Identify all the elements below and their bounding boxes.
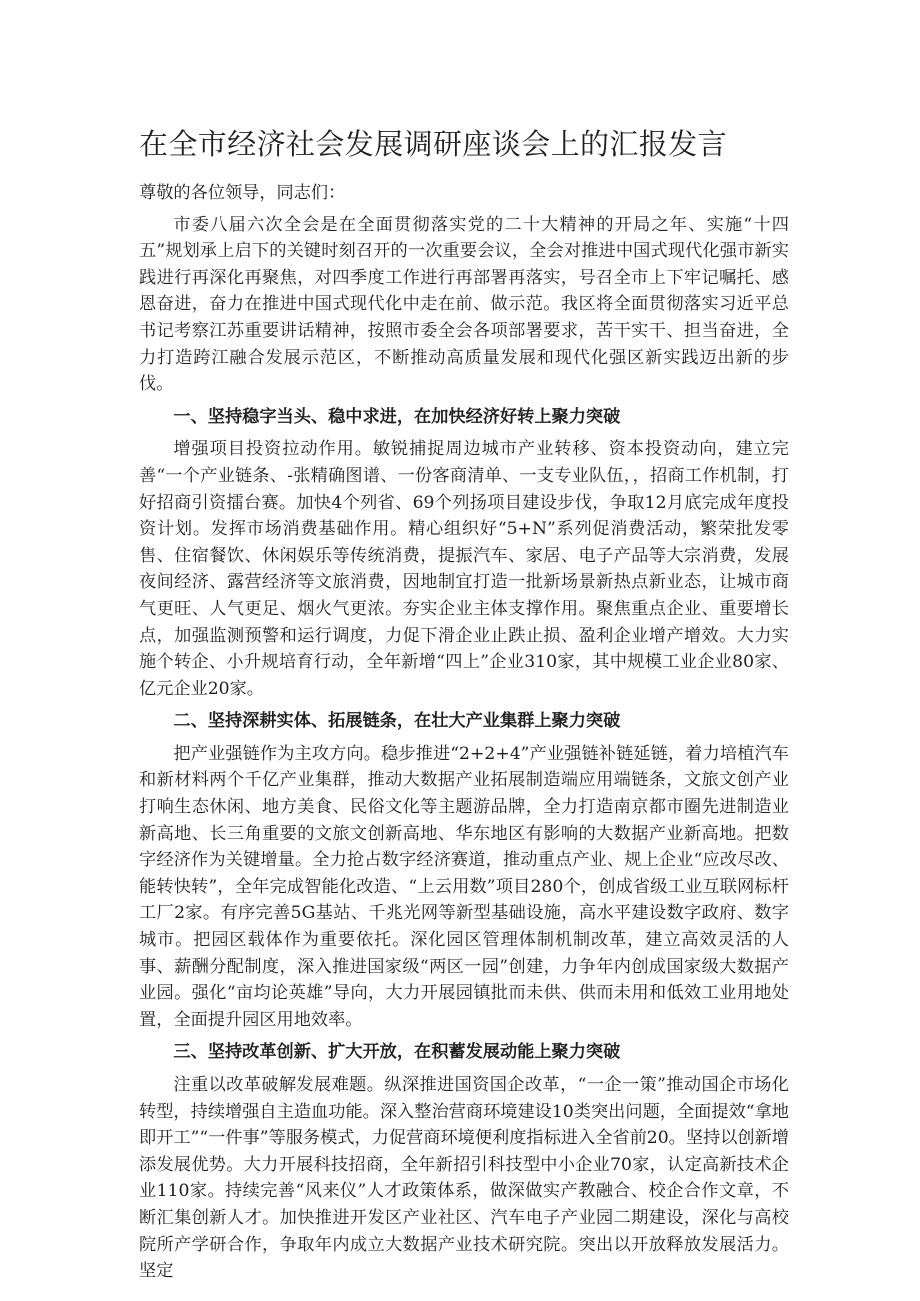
section-heading-3: 三、坚持改革创新、扩大开放，在积蓄发展动能上聚力突破 xyxy=(173,1042,621,1063)
section-heading-1: 一、坚持稳字当头、稳中求进，在加快经济好转上聚力突破 xyxy=(173,406,621,427)
section-body-3: 注重以改革破解发展难题。纵深推进国资国企改革，“一企一策”推动国企市场化转型，持续增强自主造血功能。深入整治营商环境建设10类突出问题，全面提效“拿地即开工”“一件事”等服务模式，力促营商环境便利度指标进入全省前20。坚持以创新增添发展优势。大力开展科技招商，全年新招引科技型中小企业70家，认定高新技术企业110家。持续完善“风来仪”人才政策体系，做深做实产教融合、校企合作文章，不断汇集创新人才。加快推进开发区产业社区、汽车电子产业园二期建设，深化与高校院所产学研合作，争取年内成立大数据产业技术研究院。突出以开放释放发展活力。坚定 xyxy=(139,1075,789,1282)
section-body-1: 增强项目投资拉动作用。敏锐捕捉周边城市产业转移、资本投资动向，建立完善“一个产业链条、-张精确图谱、一份客商清单、一支专业队伍，，招商工作机制，打好招商引资擂台赛。加快4个列省、69个列扬项目建设步伐，争取12月底完成年度投资计划。发挥市场消费基础作用。精心组织好“5+N”系列促消费活动，繁荣批发零售、住宿餐饮、休闲娱乐等传统消费，提振汽车、家居、电子产品等大宗消费，发展夜间经济、露营经济等文旅消费，因地制宜打造一批新场景新热点新业态，让城市商气更旺、人气更足、烟火气更浓。夯实企业主体支撑作用。聚焦重点企业、重要增长点，加强监测预警和运行调度，力促下滑企业止跌止损、盈利企业增产增效。大力实施个转企、小升规培育行动，全年新增“四上”企业310家，其中规模工业企业80家、亿元企业20家。 xyxy=(139,439,789,699)
section-heading-2: 二、坚持深耕实体、拓展链条，在壮大产业集群上聚力突破 xyxy=(173,711,621,732)
document-body xyxy=(139,180,789,1285)
intro-paragraph: 市委八届六次全会是在全面贯彻落实党的二十大精神的开局之年、实施“十四五”规划承上启下的关键时刻召开的一次重要会议，全会对推进中国式现代化强市新实践进行再深化再聚焦，对四季度工作进行再部署再落实，号召全市上下牢记嘱托、感恩奋进，奋力在推进中国式现代化中走在前、做示范。我区将全面贯彻落实习近平总书记考察江苏重要讲话精神，按照市委全会各项部署要求，苦干实干、担当奋进，全力打造跨江融合发展示范区，不断推动高质量发展和现代化强区新实践迈出新的步伐。 xyxy=(139,214,789,395)
section-body-2: 把产业强链作为主攻方向。稳步推进“2+2+4”产业强链补链延链，着力培植汽车和新材料两个千亿产业集群，推动大数据产业拓展制造端应用端链条，文旅文创产业打响生态休闲、地方美食、民俗文化等主题游品牌，全力打造南京都市圈先进制造业新高地、长三角重要的文旅文创新高地、华东地区有影响的大数据产业新高地。把数字经济作为关键增量。全力抢占数字经济赛道，推动重点产业、规上企业“应改尽改、能转快转”，全年完成智能化改造、“上云用数”项目280个，创成省级工业互联网标杆工厂2家。有序完善5G基站、千兆光网等新型基础设施，高水平建设数字政府、数字城市。把园区载体作为重要依托。深化园区管理体制机制改革，建立高效灵活的人事、薪酬分配制度，深入推进国家级“两区一园”创建，力争年内创成国家级大数据产业园。强化“亩均论英雄”导向，大力开展园镇批而未供、供而未用和低效工业用地处置，全面提升园区用地效率。 xyxy=(139,743,789,1030)
document-title: 在全市经济社会发展调研座谈会上的汇报发言 xyxy=(139,127,728,161)
salutation: 尊敬的各位领导，同志们： xyxy=(139,183,346,203)
